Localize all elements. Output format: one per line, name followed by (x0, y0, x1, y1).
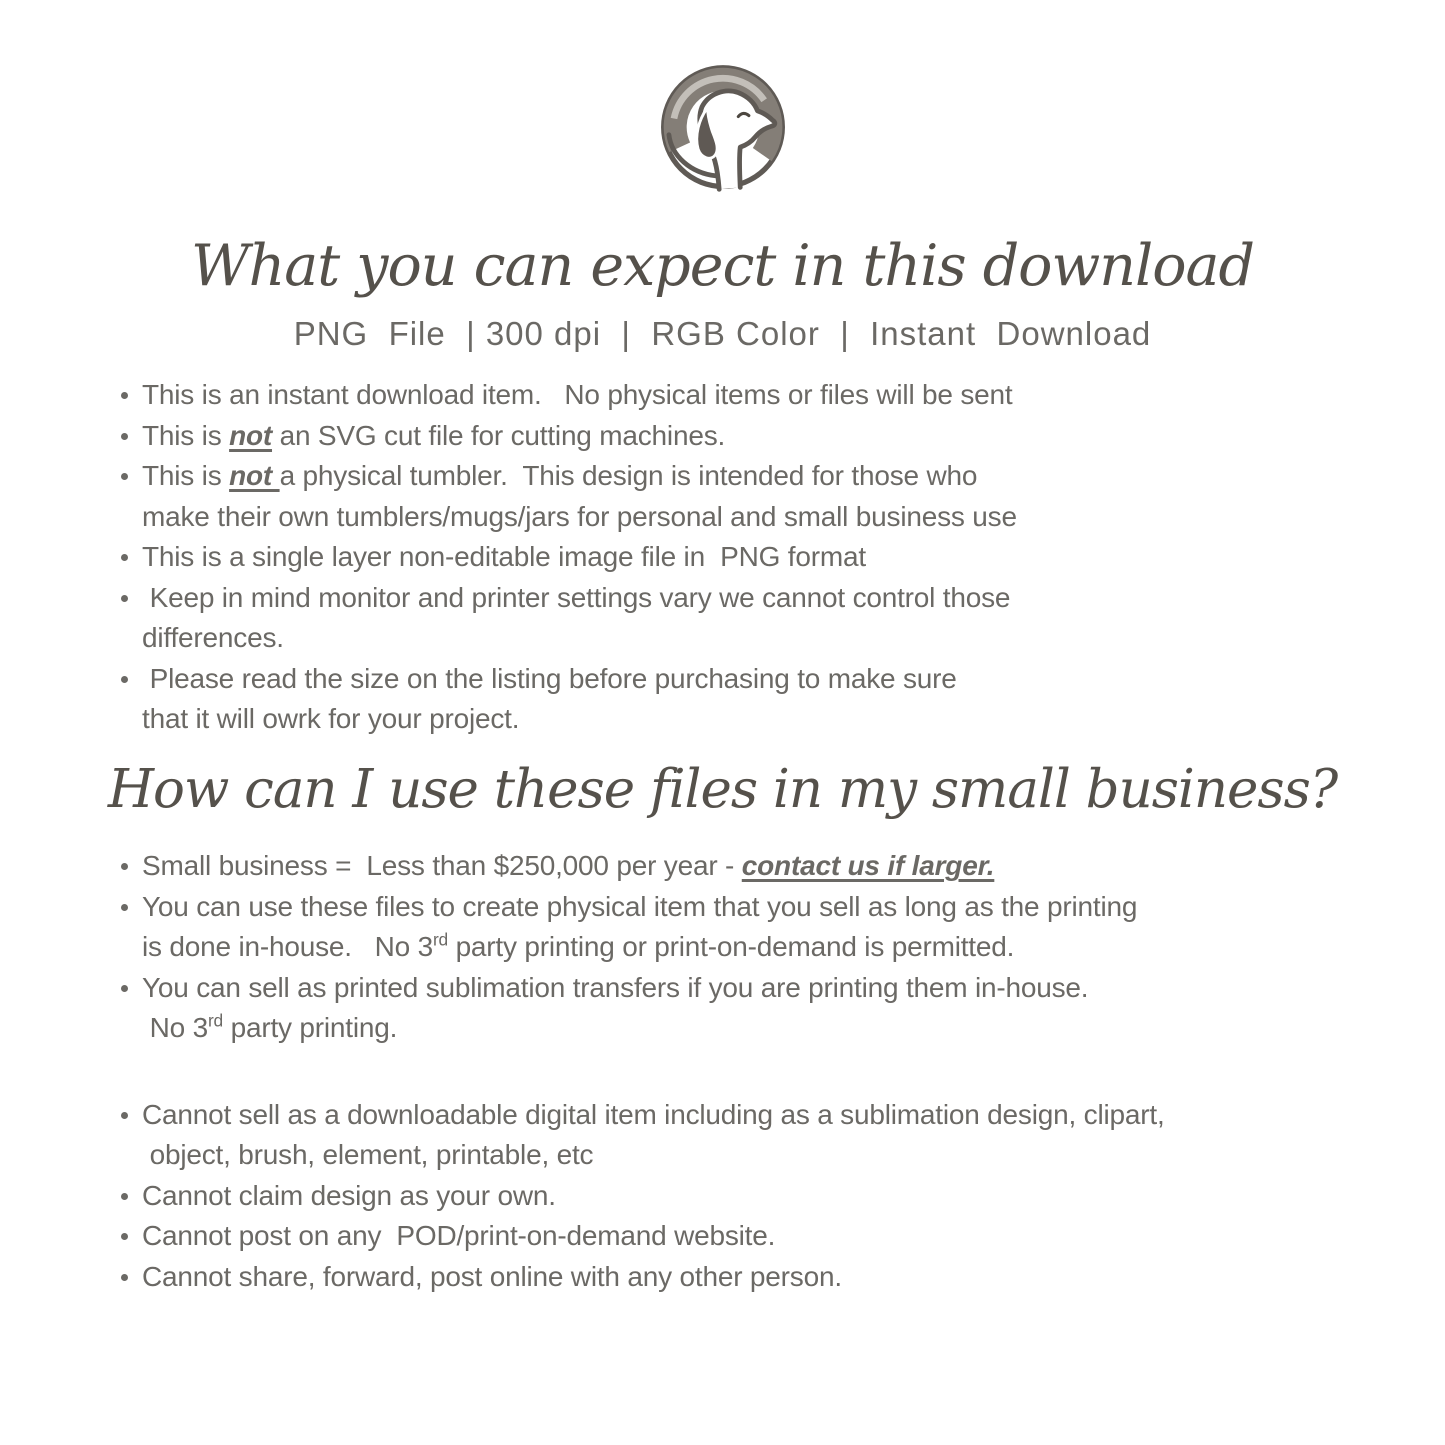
text-run: an SVG cut file for cutting machines. (272, 419, 726, 451)
list-line (118, 1176, 1385, 1217)
list-line (118, 1008, 1385, 1049)
text-run: Small business = Less than $250,000 per year - (142, 850, 742, 882)
file-specs: PNG File | 300 dpi | RGB Color | Instant Download (293, 315, 1152, 353)
bullet-dot (121, 1274, 128, 1281)
bullet-dot (121, 554, 128, 561)
text-run: You can sell as printed sublimation transfers if you are printing them in-house. (142, 971, 1089, 1003)
list-line (118, 1095, 1385, 1136)
text-run: Cannot post on any POD/print-on-demand website. (142, 1220, 776, 1252)
bullet-dot (121, 473, 128, 480)
list-line (118, 416, 1385, 457)
emphasized-text: not (229, 419, 273, 451)
list-line (118, 887, 1385, 928)
list-line (118, 578, 1385, 619)
list-line (118, 456, 1385, 497)
list-line (118, 968, 1385, 1009)
bullet-dot (121, 392, 128, 399)
list-line (118, 846, 1385, 887)
bullet-dot (121, 1112, 128, 1119)
section-usage (0, 756, 1445, 1298)
text-run: Cannot share, forward, post online with any other person. (142, 1260, 842, 1292)
bullet-dot (121, 1193, 128, 1200)
text-run: Please read the size on the listing before purchasing to make sure (142, 662, 957, 694)
section-heading-usage: How can I use these files in my small business? (107, 758, 1338, 820)
text-run: object, brush, element, printable, etc (142, 1139, 594, 1171)
bullet-dot (121, 985, 128, 992)
list-spacer (118, 1049, 1385, 1095)
dog-logo-icon (656, 62, 790, 196)
superscript-text: rd (432, 930, 448, 951)
bullet-dot (121, 1233, 128, 1240)
text-run: Keep in mind monitor and printer settings vary we cannot control those (142, 581, 1011, 613)
list-line (118, 1135, 1385, 1176)
emphasized-text: contact us if larger. (741, 850, 995, 882)
text-run: that it will owrk for your project. (142, 703, 520, 735)
text-run: Cannot claim design as your own. (142, 1179, 556, 1211)
text-run: is done in-house. No 3 (142, 931, 433, 963)
list-line (118, 618, 1385, 659)
section-expect (0, 229, 1445, 740)
list-line (118, 659, 1385, 700)
text-run: You can use these files to create physical item that you sell as long as the printing (142, 890, 1138, 922)
superscript-text: rd (207, 1011, 223, 1032)
emphasized-text: not (229, 460, 280, 492)
logo (0, 0, 1445, 201)
bullet-dot (121, 676, 128, 683)
text-run: a physical tumbler. This design is intended for those who (279, 460, 978, 492)
list-line (118, 497, 1385, 538)
text-run: This is a single layer non-editable image file in PNG format (142, 541, 866, 573)
text-run: This is an instant download item. No physical items or files will be sent (142, 379, 1013, 411)
bullet-dot (121, 904, 128, 911)
list-line (118, 537, 1385, 578)
list-line (118, 699, 1385, 740)
text-run: differences. (142, 622, 284, 654)
bullet-dot (121, 863, 128, 870)
text-run: No 3 (142, 1012, 208, 1044)
bullet-dot (121, 595, 128, 602)
bullet-dot (121, 433, 128, 440)
text-run: This is (142, 419, 230, 451)
bullet-list-expect (118, 375, 1385, 740)
list-line (118, 927, 1385, 968)
text-run: party printing. (223, 1012, 398, 1044)
list-line (118, 1257, 1385, 1298)
list-line (118, 1216, 1385, 1257)
text-run: make their own tumblers/mugs/jars for personal and small business use (142, 500, 1017, 532)
text-run: party printing or print-on-demand is permitted. (447, 931, 1015, 963)
list-line (118, 375, 1385, 416)
bullet-list-usage (118, 846, 1385, 1297)
text-run: This is (142, 460, 230, 492)
text-run: Cannot sell as a downloadable digital item including as a sublimation design, clipart, (142, 1098, 1165, 1130)
section-heading-expect: What you can expect in this download (190, 233, 1255, 299)
